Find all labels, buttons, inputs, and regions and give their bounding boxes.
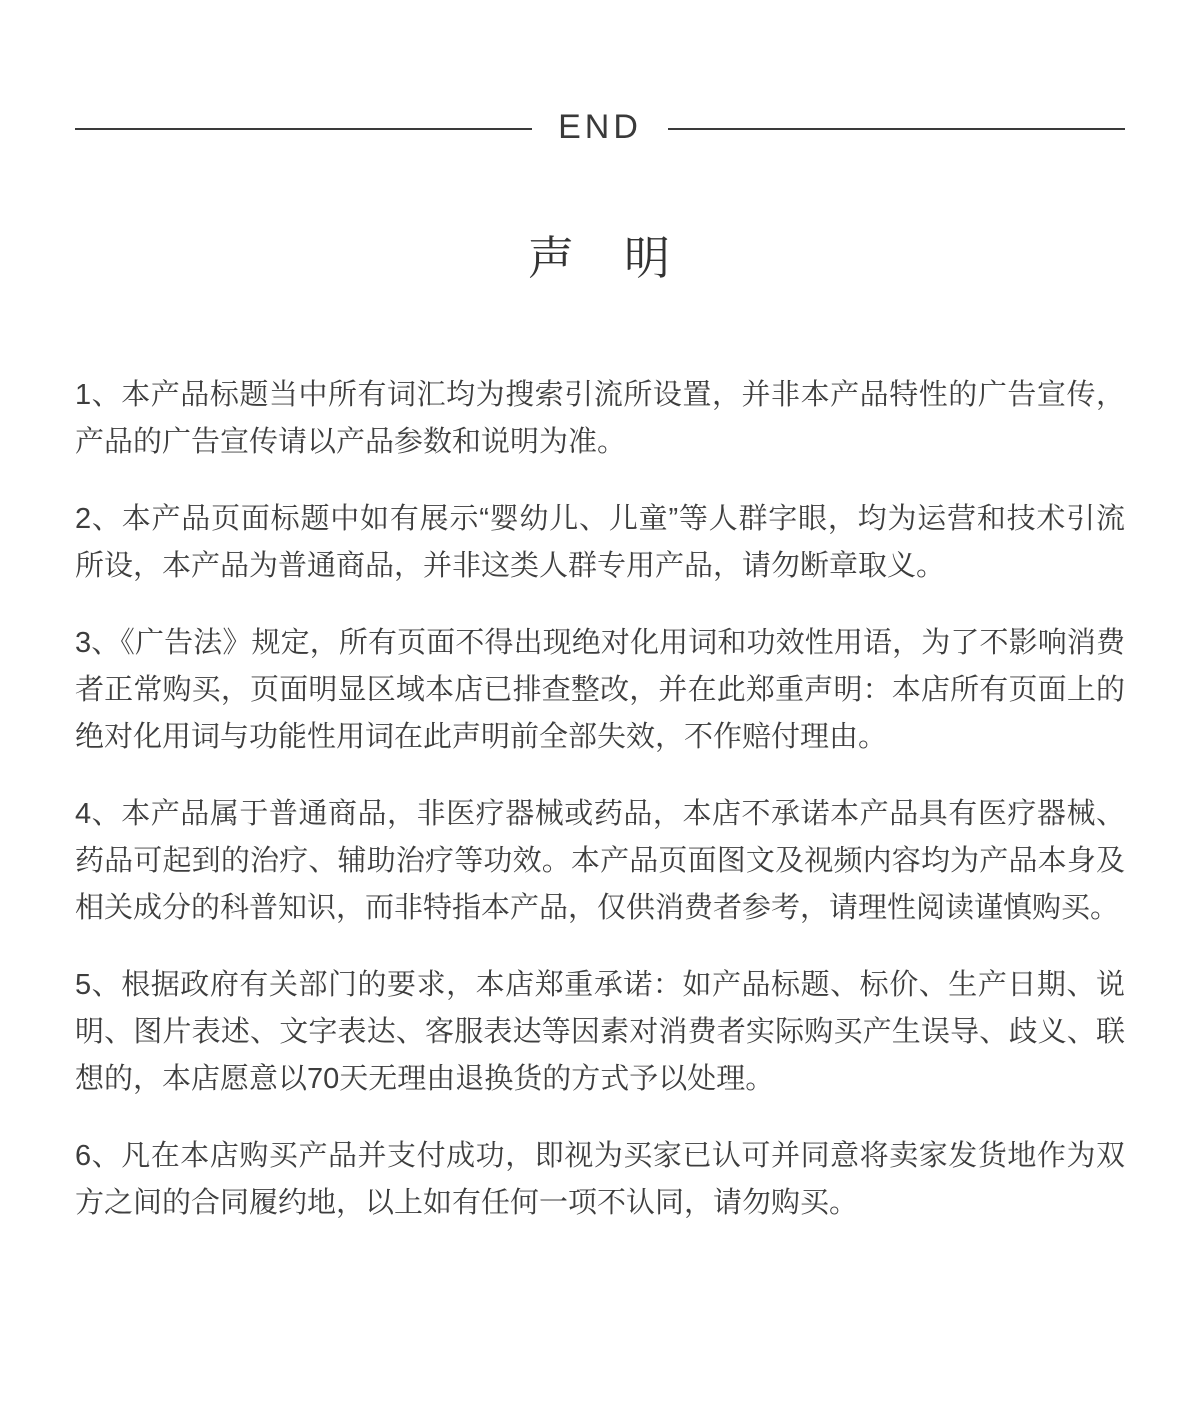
statement-title: 声 明 <box>528 232 672 284</box>
end-label: END <box>558 108 642 146</box>
divider-line-left <box>75 128 532 130</box>
statement-paragraph-4: 4、本产品属于普通商品，非医疗器械或药品，本店不承诺本产品具有医疗器械、药品可起到的治疗、辅助治疗等功效。本产品页面图文及视频内容均为产品本身及相关成分的科普知识，而非特指本产品，仅供消费者参考，请理性阅读谨慎购买。 <box>75 797 1125 924</box>
end-divider <box>75 108 1125 146</box>
statement-paragraph-2: 2、本产品页面标题中如有展示“婴幼儿、儿童”等人群字眼，均为运营和技术引流所设，本产品为普通商品，并非这类人群专用产品，请勿断章取义。 <box>75 502 1125 582</box>
statement-body <box>75 372 1125 1227</box>
divider-line-right <box>668 128 1125 130</box>
statement-paragraph-1: 1、本产品标题当中所有词汇均为搜索引流所设置，并非本产品特性的广告宣传，产品的广告宣传请以产品参数和说明为准。 <box>75 379 1125 458</box>
statement-paragraph-5: 5、根据政府有关部门的要求，本店郑重承诺：如产品标题、标价、生产日期、说明、图片表述、文字表达、客服表达等因素对消费者实际购买产生误导、歧义、联想的，本店愿意以70天无理由退换货的方式予以处理。 <box>75 968 1125 1095</box>
statement-paragraph-3: 3、《广告法》规定，所有页面不得出现绝对化用词和功效性用语，为了不影响消费者正常购买，页面明显区域本店已排查整改，并在此郑重声明：本店所有页面上的绝对化用词与功能性用词在此声明前全部失效，不作赔付理由。 <box>75 626 1125 753</box>
statement-paragraph-6: 6、凡在本店购买产品并支付成功，即视为买家已认可并同意将卖家发货地作为双方之间的合同履约地，以上如有任何一项不认同，请勿购买。 <box>75 1139 1125 1219</box>
